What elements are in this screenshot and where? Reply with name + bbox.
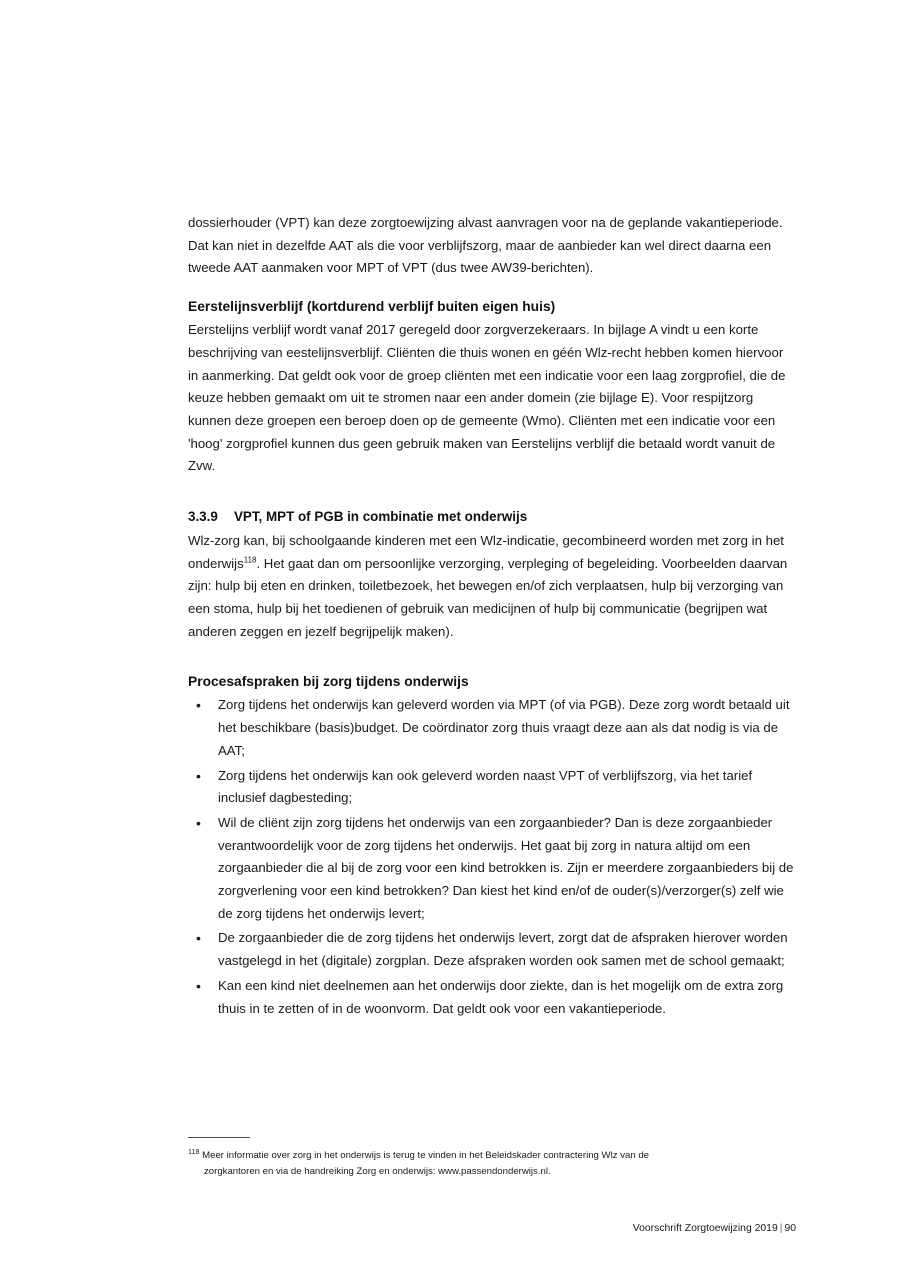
list-item: • Zorg tijdens het onderwijs kan ook geleverd worden naast VPT of verblijfszorg, via het tarief inclusief dagbesteding; xyxy=(188,765,796,810)
footnote-118 xyxy=(188,1146,788,1179)
spacer xyxy=(188,494,796,506)
list-item: • Wil de cliënt zijn zorg tijdens het onderwijs van een zorgaanbieder? Dan is deze zorgaanbieder verantwoordelijk voor de zorg tijdens het onderwijs. Het gaat bij zorg in natura altijd om een zorgaanbieder die al bij de zorg voor een kind betrokken is. Zijn er meerdere zorgaanbieders bij de zorgverlening voor een kind betrokken? Dan kiest het kind en/of de ouder(s)/verzorger(s) zelf wie de zorg tijdens het onderwijs levert; xyxy=(188,812,796,926)
footnote-mark: 118 xyxy=(188,1147,200,1156)
spacer xyxy=(188,659,796,671)
footnote-reference-118: 118 xyxy=(243,555,257,565)
list-item: • De zorgaanbieder die de zorg tijdens het onderwijs levert, zorgt dat de afspraken hierover worden vastgelegd in het (digitale) zorgplan. Deze afspraken worden ook samen met de school gemaakt; xyxy=(188,927,796,972)
section-paragraph-339 xyxy=(188,530,796,644)
list-item: • Kan een kind niet deelnemen aan het onderwijs door ziekte, dan is het mogelijk om de extra zorg thuis in te zetten of in de woonvorm. Dat geldt ook voor een vakantieperiode. xyxy=(188,975,796,1020)
heading-eerstelijnsverblijf: Eerstelijnsverblijf (kortdurend verblijf buiten eigen huis) xyxy=(188,299,556,315)
section-title: VPT, MPT of PGB in combinatie met onderwijs xyxy=(234,509,528,525)
footer-separator: | xyxy=(779,1223,783,1234)
list-item: • Zorg tijdens het onderwijs kan geleverd worden via MPT (of via PGB). Deze zorg wordt betaald uit het beschikbare (basis)budget. De coördinator zorg thuis vraagt deze aan als dat nodig is via de AAT; xyxy=(188,694,796,762)
paragraph-eerstelijnsverblijf: Eerstelijns verblijf wordt vanaf 2017 geregeld door zorgverzekeraars. In bijlage A vindt u een korte beschrijving van eestelijnsverblijf. Cliënten die thuis wonen en géén Wlz-recht hebben komen hiervoor in aanmerking. Dat geldt ook voor de groep cliënten met een indicatie voor een laag zorgprofiel, die de keuze hebben gemaakt om uit te stromen naar een ander domein (zie bijlage E). Voor respijtzorg kunnen deze groepen een beroep doen op de gemeente (Wmo). Cliënten met een indicatie voor een 'hoog' zorgprofiel kunnen dus geen gebruik maken van Eerstelijns verblijf die betaald wordt vanuit de Zvw. xyxy=(188,322,786,474)
intro-paragraph: dossierhouder (VPT) kan deze zorgtoewijzing alvast aanvragen voor na de geplande vakantieperiode. Dat kan niet in dezelfde AAT als die voor verblijfszorg, maar de aanbieder kan wel direct daarna een tweede AAT aanmaken voor MPT of VPT (dus twee AW39-berichten). xyxy=(188,215,783,276)
page-content xyxy=(188,212,796,1022)
footnote-line-1: Meer informatie over zorg in het onderwijs is terug te vinden in het Beleidskader contractering Wlz van de xyxy=(202,1150,650,1162)
section-paragraph-part1: Wlz-zorg kan, bij schoolgaande kinderen met een Wlz-indicatie, gecombineerd worden met zorg in het onderwijs xyxy=(188,532,784,571)
footer-title: Voorschrift Zorgtoewijzing 2019 xyxy=(632,1223,778,1234)
section-paragraph-part2: . Het gaat dan om persoonlijke verzorging, verpleging of begeleiding. Voorbeelden daarvan zijn: hulp bij eten en drinken, toiletbezoek, het bewegen en/of zich verplaatsen, hulp bij verzorging van een stoma, hulp bij het toedienen of gebruik van medicijnen of hulp bij communicatie (begrijpen wat anderen zeggen en jezelf begrijpelijk maken). xyxy=(188,555,788,639)
footnote-line-2: zorgkantoren en via de handreiking Zorg en onderwijs: www.passendonderwijs.nl. xyxy=(204,1165,551,1177)
heading-procesafspraken: Procesafspraken bij zorg tijdens onderwijs xyxy=(188,674,469,690)
section-number: 3.3.9 xyxy=(188,509,218,525)
procesafspraken-list xyxy=(188,694,796,1020)
page-footer xyxy=(633,1223,796,1234)
page-number: 90 xyxy=(784,1223,796,1234)
footnote-divider xyxy=(188,1137,250,1138)
section-heading-339 xyxy=(188,506,796,529)
